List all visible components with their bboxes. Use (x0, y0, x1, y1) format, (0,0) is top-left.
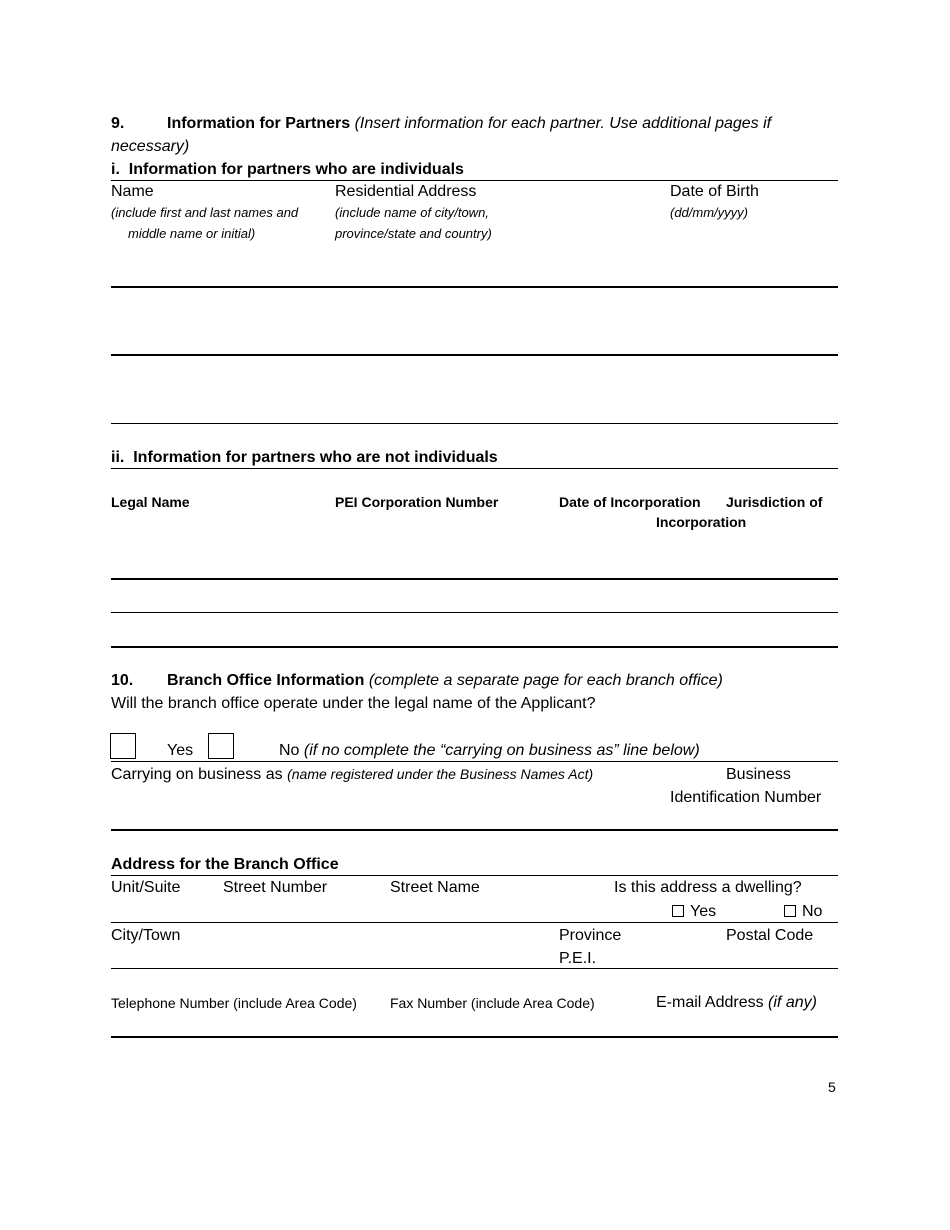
date-of-birth-note: (dd/mm/yyyy) (670, 205, 748, 220)
province-value: P.E.I. (559, 950, 597, 967)
non-individuals-heading: ii. Information for partners who are not individuals (111, 449, 498, 466)
dwelling-yes-option[interactable] (672, 902, 716, 922)
dwelling-no-option[interactable] (784, 902, 822, 922)
email-label (656, 993, 817, 1013)
cob-text: Carrying on business as (111, 766, 283, 783)
jurisdiction-label-1: Jurisdiction of (726, 494, 823, 510)
street-name-label: Street Name (390, 879, 480, 896)
individual-entry-line-1[interactable] (111, 286, 838, 288)
no-label: No (279, 742, 300, 759)
divider (111, 180, 838, 181)
date-of-incorporation-label: Date of Incorporation (559, 494, 701, 510)
individuals-heading: i. Information for partners who are individuals (111, 161, 464, 178)
cob-entry-line[interactable] (111, 829, 838, 831)
divider (111, 468, 838, 469)
section-9-note-cont: necessary) (111, 138, 190, 155)
section-9-title: Information for Partners (167, 115, 351, 132)
residential-address-label: Residential Address (335, 183, 477, 200)
individual-entry-line-3[interactable] (111, 423, 838, 424)
no-option (279, 741, 700, 761)
name-note-2: middle name or initial) (128, 226, 256, 241)
postal-code-label: Postal Code (726, 927, 814, 944)
non-individual-entry-line-3[interactable] (111, 646, 838, 648)
telephone-label: Telephone Number (include Area Code) (111, 995, 357, 1011)
no-note: (if no complete the “carrying on business as” line below) (303, 742, 700, 759)
address-entry-line[interactable] (111, 922, 838, 923)
business-id-label-1: Business (726, 766, 791, 783)
province-label: Province (559, 927, 622, 944)
non-individual-entry-line-2[interactable] (111, 612, 838, 613)
individual-entry-line-2[interactable] (111, 354, 838, 356)
street-number-label: Street Number (223, 879, 328, 896)
yes-checkbox[interactable] (110, 733, 136, 759)
divider (111, 761, 838, 762)
city-town-label: City/Town (111, 927, 181, 944)
fax-label: Fax Number (include Area Code) (390, 995, 595, 1011)
cob-note: (name registered under the Business Names Act) (287, 766, 594, 782)
branch-address-heading: Address for the Branch Office (111, 856, 339, 873)
pei-corporation-number-label: PEI Corporation Number (335, 494, 499, 510)
page-number: 5 (828, 1079, 836, 1095)
city-entry-line[interactable] (111, 968, 838, 969)
section-10-note: (complete a separate page for each branch office) (368, 672, 723, 689)
section-10-number: 10. (111, 672, 134, 689)
address-note-1: (include name of city/town, (335, 205, 489, 220)
dwelling-yes-label: Yes (690, 903, 717, 920)
name-note-1: (include first and last names and (111, 205, 299, 220)
divider (111, 875, 838, 876)
dwelling-no-label: No (802, 903, 823, 920)
dwelling-question: Is this address a dwelling? (614, 879, 802, 896)
address-note-2: province/state and country) (335, 226, 492, 241)
branch-question: Will the branch office operate under the legal name of the Applicant? (111, 695, 596, 712)
no-checkbox[interactable] (208, 733, 234, 759)
carrying-on-business-label (111, 765, 593, 785)
email-text: E-mail Address (656, 994, 764, 1011)
section-10-heading (167, 671, 723, 691)
name-label: Name (111, 183, 154, 200)
dwelling-no-checkbox[interactable] (784, 905, 796, 917)
section-10-title: Branch Office Information (167, 672, 365, 689)
business-id-label-2: Identification Number (670, 789, 822, 806)
jurisdiction-label-2: Incorporation (656, 514, 747, 530)
email-note: (if any) (768, 994, 817, 1011)
section-9-note: (Insert information for each partner. Use additional pages if (354, 115, 772, 132)
yes-label: Yes (167, 742, 194, 759)
section-9-number: 9. (111, 115, 125, 132)
section-9-heading (167, 114, 771, 134)
dwelling-yes-checkbox[interactable] (672, 905, 684, 917)
legal-name-label: Legal Name (111, 494, 190, 510)
unit-suite-label: Unit/Suite (111, 879, 181, 896)
non-individual-entry-line-1[interactable] (111, 578, 838, 580)
date-of-birth-label: Date of Birth (670, 183, 759, 200)
contact-entry-line[interactable] (111, 1036, 838, 1038)
